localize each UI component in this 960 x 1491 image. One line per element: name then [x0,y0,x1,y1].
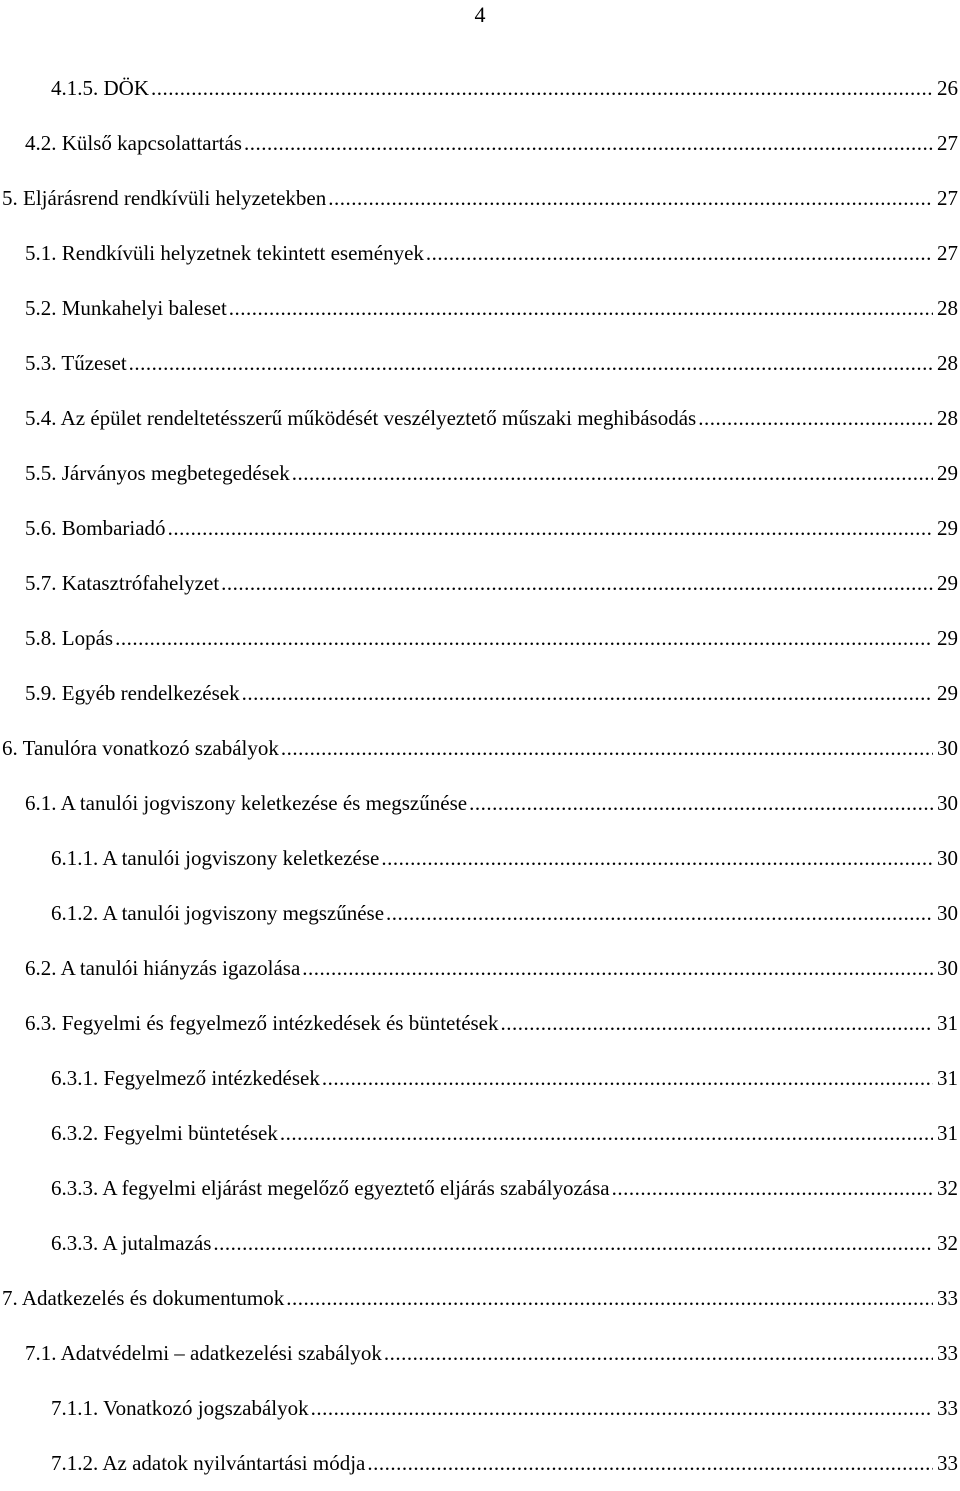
toc-entry-title: 6.1. A tanulói jogviszony keletkezése és megszűnése [25,791,468,815]
toc-entry-page: 33 [937,1341,958,1365]
toc-entry[interactable] [0,116,960,171]
toc-entry[interactable] [0,1216,960,1271]
toc-entry-page: 30 [937,956,958,980]
toc-leader-dots [367,1436,933,1491]
toc-entry-title: 5.7. Katasztrófahelyzet [25,571,220,595]
toc-leader-dots [381,831,933,886]
toc-entry-page: 32 [937,1231,958,1255]
toc-entry-title: 7. Adatkezelés és dokumentumok [2,1286,285,1310]
toc-entry-page: 28 [937,296,958,320]
toc-leader-dots [213,1216,933,1271]
toc-entry[interactable] [0,1436,960,1491]
toc-entry-page: 33 [937,1451,958,1475]
toc-entry-title: 7.1.1. Vonatkozó jogszabályok [51,1396,309,1420]
toc-entry-page: 28 [937,351,958,375]
toc-leader-dots [501,996,933,1051]
toc-entry[interactable] [0,611,960,666]
toc-entry-title: 4.2. Külső kapcsolattartás [25,131,242,155]
toc-entry[interactable] [0,446,960,501]
toc-leader-dots [311,1381,933,1436]
toc-leader-dots [129,336,933,391]
toc-entry[interactable] [0,1106,960,1161]
toc-leader-dots [151,61,933,116]
toc-entry-title: 6.1.1. A tanulói jogviszony keletkezése [51,846,380,870]
toc-entry-page: 31 [937,1066,958,1090]
toc-leader-dots [302,941,933,996]
toc-entry-title: 5.9. Egyéb rendelkezések [25,681,240,705]
toc-entry-title: 7.1. Adatvédelmi – adatkezelési szabályok [25,1341,382,1365]
toc-entry-title: 6.3.2. Fegyelmi büntetések [51,1121,278,1145]
toc-entry-title: 5.2. Munkahelyi baleset [25,296,227,320]
toc-entry-page: 33 [937,1286,958,1310]
toc-leader-dots [384,1326,933,1381]
toc-entry-title: 5. Eljárásrend rendkívüli helyzetekben [2,186,327,210]
toc-entry-page: 29 [937,516,958,540]
toc-entry-title: 5.4. Az épület rendeltetésszerű működését veszélyeztető műszaki meghibásodás [25,406,697,430]
toc-entry-page: 31 [937,1121,958,1145]
toc-leader-dots [229,281,933,336]
toc-leader-dots [221,556,933,611]
toc-leader-dots [244,116,933,171]
toc-entry[interactable] [0,336,960,391]
toc-entry[interactable] [0,831,960,886]
toc-entry[interactable] [0,941,960,996]
toc-entry[interactable] [0,776,960,831]
toc-entry-title: 4.1.5. DÖK [51,76,149,100]
toc-leader-dots [242,666,933,721]
toc-leader-dots [115,611,933,666]
toc-entry-page: 26 [937,76,958,100]
toc-entry[interactable] [0,391,960,446]
toc-entry-page: 30 [937,846,958,870]
toc-entry-page: 30 [937,791,958,815]
toc-leader-dots [386,886,933,941]
toc-entry[interactable] [0,61,960,116]
toc-entry[interactable] [0,721,960,776]
toc-entry-title: 6. Tanulóra vonatkozó szabályok [2,736,279,760]
table-of-contents [0,61,960,1491]
toc-entry[interactable] [0,1381,960,1436]
toc-entry[interactable] [0,171,960,226]
toc-entry-title: 6.3.3. A jutalmazás [51,1231,212,1255]
toc-entry-page: 29 [937,461,958,485]
toc-entry-page: 32 [937,1176,958,1200]
page-number: 4 [474,2,486,27]
toc-leader-dots [322,1051,933,1106]
toc-leader-dots [328,171,933,226]
toc-leader-dots [469,776,933,831]
toc-entry-page: 31 [937,1011,958,1035]
toc-leader-dots [286,1271,933,1326]
toc-leader-dots [280,1106,933,1161]
toc-entry-page: 30 [937,901,958,925]
toc-entry-title: 5.1. Rendkívüli helyzetnek tekintett események [25,241,424,265]
toc-entry-page: 27 [937,186,958,210]
toc-entry-page: 30 [937,736,958,760]
toc-entry[interactable] [0,666,960,721]
toc-entry[interactable] [0,1161,960,1216]
toc-entry-page: 33 [937,1396,958,1420]
toc-entry[interactable] [0,226,960,281]
toc-entry-title: 6.3. Fegyelmi és fegyelmező intézkedések és büntetések [25,1011,499,1035]
toc-entry[interactable] [0,1271,960,1326]
toc-entry-title: 5.3. Tűzeset [25,351,127,375]
toc-entry[interactable] [0,556,960,611]
toc-leader-dots [292,446,933,501]
toc-entry-title: 6.1.2. A tanulói jogviszony megszűnése [51,901,385,925]
toc-entry[interactable] [0,996,960,1051]
toc-entry[interactable] [0,1326,960,1381]
toc-entry-title: 5.8. Lopás [25,626,114,650]
toc-entry-page: 27 [937,131,958,155]
toc-entry-title: 6.2. A tanulói hiányzás igazolása [25,956,301,980]
toc-entry-title: 6.3.1. Fegyelmező intézkedések [51,1066,320,1090]
toc-leader-dots [698,391,933,446]
toc-entry-title: 6.3.3. A fegyelmi eljárást megelőző egyeztető eljárás szabályozása [51,1176,610,1200]
toc-leader-dots [168,501,933,556]
toc-entry[interactable] [0,281,960,336]
toc-leader-dots [612,1161,933,1216]
toc-entry-page: 27 [937,241,958,265]
toc-entry-title: 7.1.2. Az adatok nyilvántartási módja [51,1451,366,1475]
toc-entry-page: 29 [937,571,958,595]
toc-entry-page: 28 [937,406,958,430]
toc-leader-dots [426,226,933,281]
toc-entry[interactable] [0,886,960,941]
toc-entry-page: 29 [937,681,958,705]
toc-entry[interactable] [0,1051,960,1106]
toc-entry[interactable] [0,501,960,556]
toc-leader-dots [281,721,933,776]
toc-entry-title: 5.5. Járványos megbetegedések [25,461,290,485]
toc-entry-page: 29 [937,626,958,650]
toc-entry-title: 5.6. Bombariadó [25,516,166,540]
